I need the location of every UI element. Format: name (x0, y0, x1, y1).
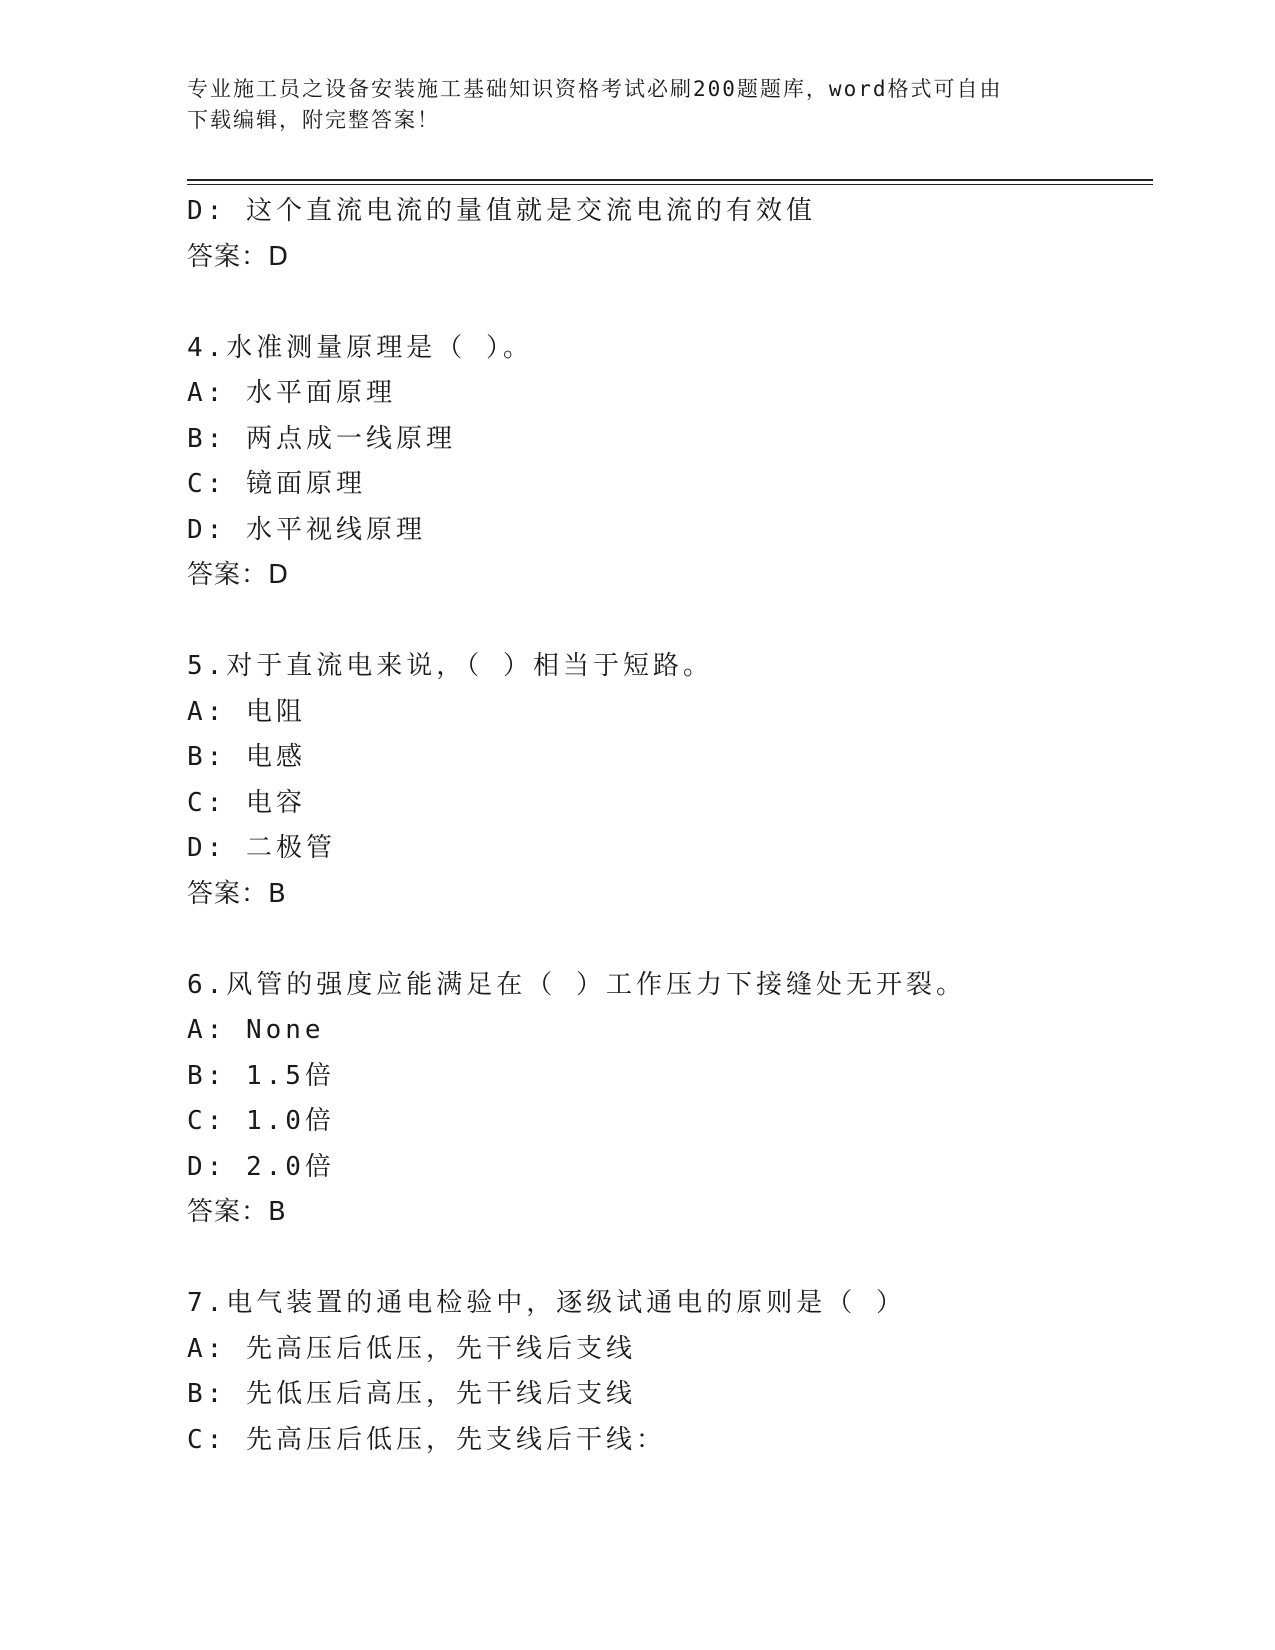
option-d: D: 这个直流电流的量值就是交流电流的有效值 (187, 196, 816, 226)
option-a: A: 水平面原理 (187, 378, 396, 408)
option-b: B: 两点成一线原理 (187, 423, 456, 454)
question-stem: 7.电气装置的通电检验中，逐级试通电的原则是（ ） (187, 1288, 906, 1318)
option-c: C: 1.0倍 (187, 1106, 335, 1136)
question-list (187, 189, 1147, 1463)
header-line-2: 下载编辑，附完整答案！ (187, 108, 440, 132)
question-4 (187, 326, 1147, 599)
option-a: A: 先高压后低压，先干线后支线 (187, 1333, 636, 1364)
option-c: C: 电容 (187, 787, 306, 818)
header-divider-thick (187, 179, 1153, 181)
option-d: D: 二极管 (187, 833, 336, 863)
answer-line: 答案：D (187, 560, 290, 590)
option-b: B: 电感 (187, 742, 306, 772)
option-c: C: 先高压后低压，先支线后干线： (187, 1424, 666, 1455)
answer-line: 答案：D (187, 241, 290, 272)
question-stem: 4.水准测量原理是（ ）。 (187, 332, 533, 363)
document-header (187, 74, 1067, 136)
header-line-1: 专业施工员之设备安装施工基础知识资格考试必刷200题题库，word格式可自由 (187, 77, 1003, 101)
option-c: C: 镜面原理 (187, 469, 366, 499)
spacer (187, 917, 1147, 963)
spacer (187, 599, 1147, 645)
spacer (187, 1236, 1147, 1282)
answer-line: 答案：B (187, 878, 287, 909)
spacer (187, 280, 1147, 326)
question-stem: 6.风管的强度应能满足在（ ）工作压力下接缝处无开裂。 (187, 969, 966, 1000)
question-partial (187, 189, 1147, 280)
header-divider-thin (187, 184, 1153, 185)
option-a: A: None (187, 1015, 325, 1045)
answer-line: 答案：B (187, 1197, 287, 1227)
question-7 (187, 1281, 1147, 1463)
option-d: D: 2.0倍 (187, 1151, 335, 1182)
option-b: B: 先低压后高压，先干线后支线 (187, 1379, 636, 1409)
option-d: D: 水平视线原理 (187, 514, 426, 545)
question-5 (187, 644, 1147, 917)
question-6 (187, 963, 1147, 1236)
option-a: A: 电阻 (187, 696, 306, 727)
option-b: B: 1.5倍 (187, 1060, 335, 1091)
question-stem: 5.对于直流电来说，（ ）相当于短路。 (187, 651, 713, 681)
